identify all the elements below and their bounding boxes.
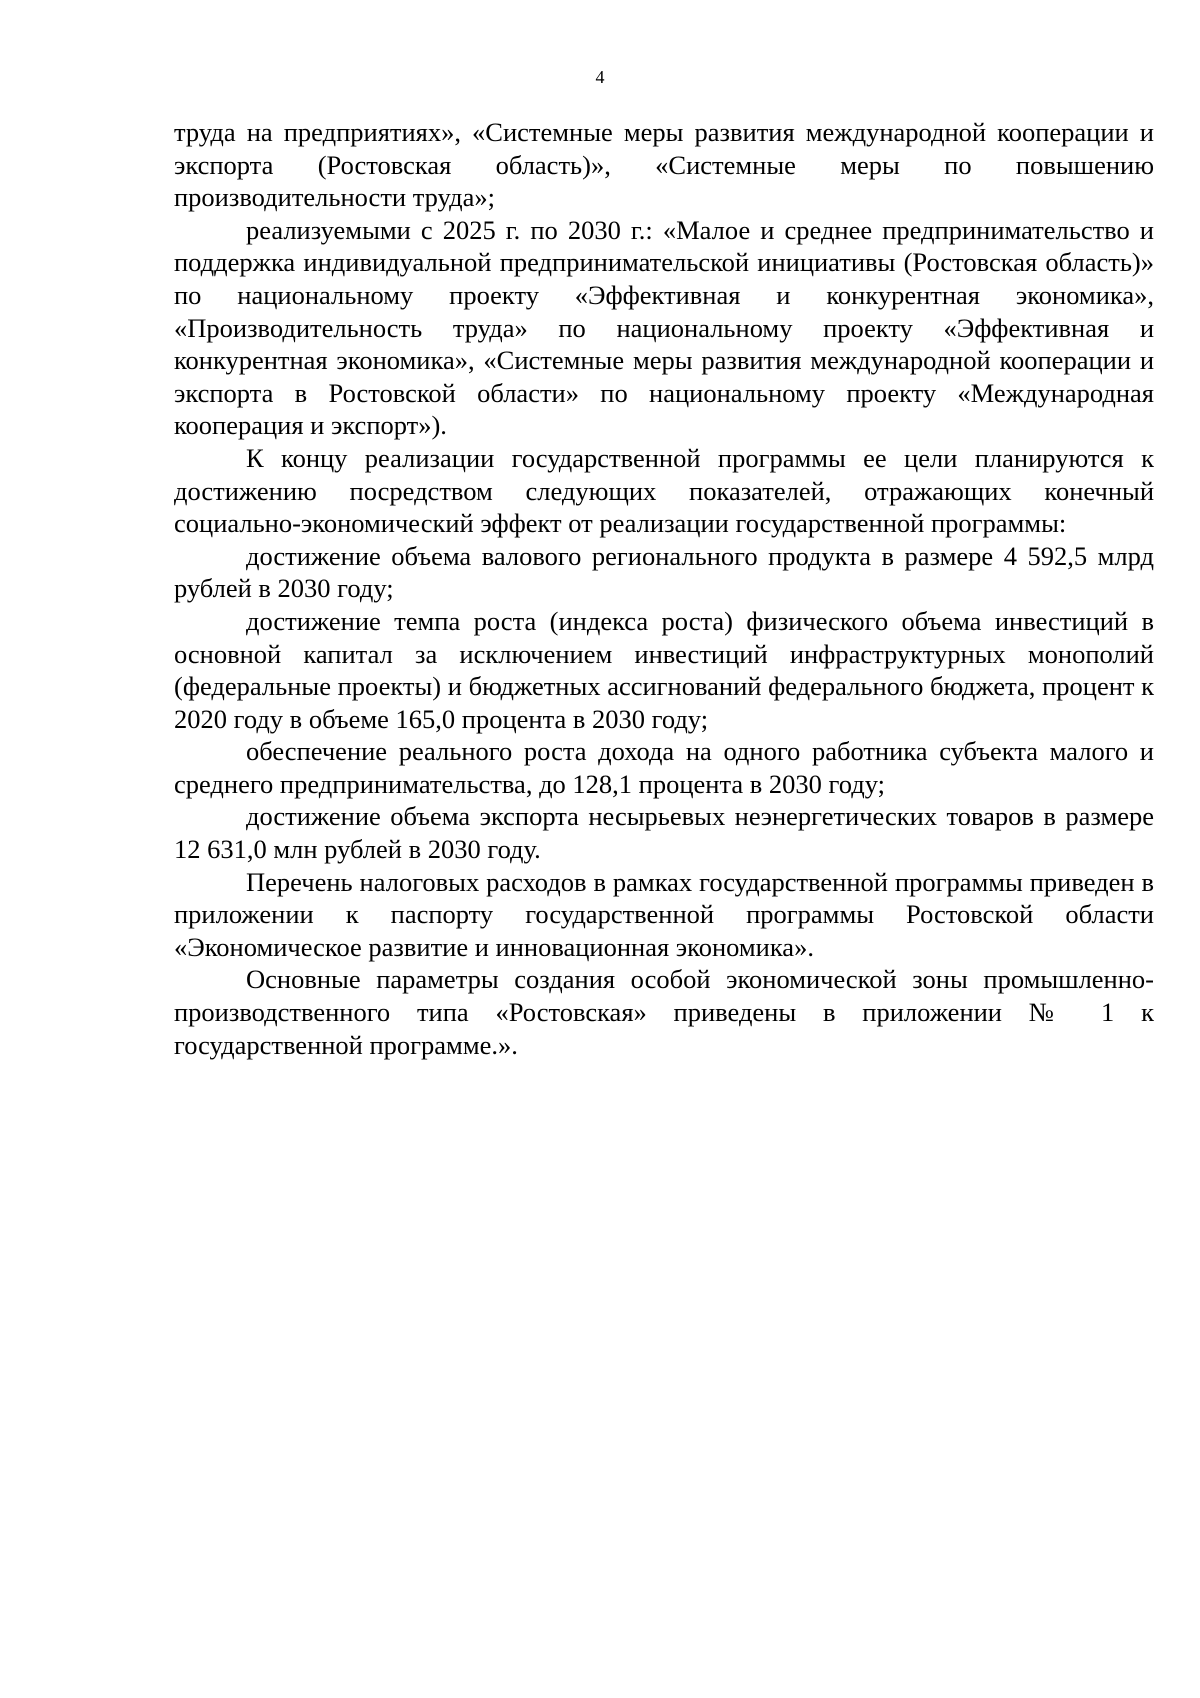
- paragraph: достижение темпа роста (индекса роста) физического объема инвестиций в основной капитал за исключением инвестиций инфраструктурных монополий (федеральные проекты) и бюджетных ассигнований федерального бюджета, процент к 2020 году в объеме 165,0 процента в 2030 году;: [174, 605, 1154, 734]
- paragraph: обеспечение реального роста дохода на одного работника субъекта малого и среднего предпринимательства, до 128,1 процента в 2030 году;: [174, 736, 1154, 799]
- paragraph: реализуемыми с 2025 г. по 2030 г.: «Малое и среднее предпринимательство и поддержка индивидуальной предпринимательской инициативы (Ростовская область)» по национальному проекту «Эффективная и конкурентная экономика», «Производительность труда» по национальному проекту «Эффективная и конкурентная экономика», «Системные меры развития международной кооперации и экспорта в Ростовской области» по национальному проекту «Международная кооперация и экспорт»).: [174, 214, 1154, 441]
- paragraph: Перечень налоговых расходов в рамках государственной программы приведен в приложении к паспорту государственной программы Ростовской области «Экономическое развитие и инновационная экономика».: [174, 866, 1154, 962]
- paragraph: К концу реализации государственной программы ее цели планируются к достижению посредством следующих показателей, отражающих конечный социально-экономический эффект от реализации государственной программы:: [174, 442, 1154, 539]
- paragraph: достижение объема валового регионального продукта в размере 4 592,5 млрд рублей в 2030 году;: [174, 540, 1154, 604]
- paragraph: Основные параметры создания особой экономической зоны промышленно-производственного типа «Ростовская» приведены в приложении № 1 к государственной программе.».: [174, 964, 1154, 1060]
- page-number: 4: [595, 67, 605, 87]
- paragraph: труда на предприятиях», «Системные меры развития международной кооперации и экспорта (Ростовская область)», «Системные меры по повышению производительности труда»;: [174, 117, 1154, 213]
- document-body: [174, 116, 1154, 1061]
- paragraph: достижение объема экспорта несырьевых неэнергетических товаров в размере 12 631,0 млн рублей в 2030 году.: [174, 801, 1154, 865]
